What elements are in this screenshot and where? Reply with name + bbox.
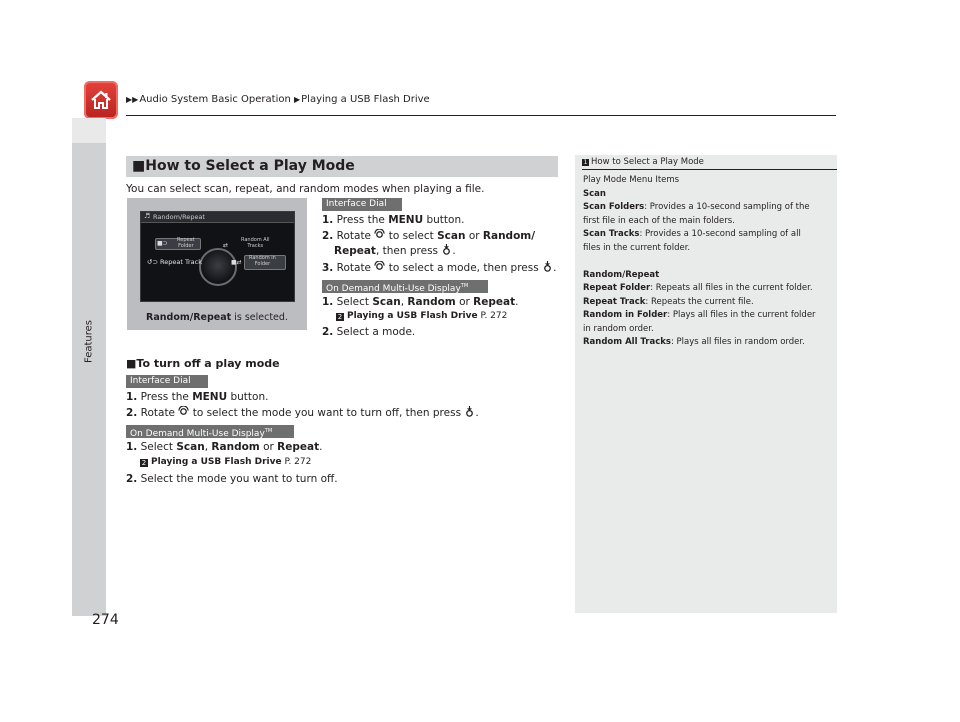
odmd-tag: On Demand Multi-Use Display™ (126, 425, 294, 438)
home-icon (90, 89, 112, 111)
turnoff-dial-step-2: 2. Rotate to select the mode you want to turn off, then press . (126, 407, 479, 419)
odmd-step-2: 2. Select a mode. (322, 326, 416, 338)
option-random-all[interactable]: Random All Tracks (241, 237, 270, 249)
option-repeat-track[interactable]: Repeat Track (160, 258, 202, 266)
dial-step-2-cont: Repeat, then press . (334, 245, 456, 257)
repeat-track-icon: ↺⊃ (147, 258, 158, 266)
screen-caption: Random/Repeat is selected. (146, 312, 288, 323)
breadcrumb-arrow-icon: ▶ (294, 95, 301, 104)
header-divider (126, 115, 836, 116)
breadcrumb (126, 94, 430, 105)
shuffle-folder-icon: ■⇄ (231, 259, 242, 266)
press-dial-icon (464, 406, 475, 417)
intro-text: You can select scan, repeat, and random modes when playing a file. (126, 183, 485, 195)
reference-link[interactable]: 2 Playing a USB Flash Drive P. 272 (141, 457, 312, 467)
interface-dial-tag: Interface Dial (126, 375, 208, 388)
dial-step-3: 3. Rotate to select a mode, then press . (322, 262, 557, 274)
repeat-folder-icon: ■⊃ (157, 240, 168, 247)
press-dial-icon (542, 261, 553, 272)
breadcrumb-arrow-icon: ▶▶ (126, 95, 139, 104)
reference-link[interactable]: 2 Playing a USB Flash Drive P. 272 (337, 311, 508, 321)
heading-marker-icon: ■ (126, 357, 137, 370)
breadcrumb-item[interactable]: Playing a USB Flash Drive (301, 94, 430, 105)
home-button[interactable] (84, 81, 118, 119)
notes-divider (582, 169, 837, 170)
heading-marker-icon: ■ (132, 158, 146, 174)
reference-arrow-icon: 2 (141, 459, 147, 467)
rotate-dial-icon (178, 406, 189, 417)
breadcrumb-item[interactable]: Audio System Basic Operation (139, 94, 291, 105)
odmd-step-1: 1. Select Scan, Random or Repeat. (322, 296, 519, 308)
reference-arrow-icon: 2 (337, 313, 343, 321)
section-heading (126, 156, 558, 177)
notes-body: Play Mode Menu Items Scan Scan Folders: Provides a 10-second sampling of the first file in each of the main folders. Scan Tracks: Provides a 10-second sampling of all files in the current folder. Random/Repeat Repeat Folder: Repeats all files in the current folder. Repeat Track: Repeats the current file. Random in Folder: Plays all files in the current folder in random order. Random All Tracks: Plays all files in random order. (583, 175, 816, 347)
turnoff-odmd-step-1: 1. Select Scan, Random or Repeat. (126, 441, 323, 453)
turnoff-dial-step-1: 1. Press the MENU button. (126, 391, 269, 403)
dial-graphic (199, 248, 237, 286)
notes-title: 1 How to Select a Play Mode (583, 157, 704, 167)
rotate-dial-icon (374, 261, 385, 272)
note-marker-icon: 1 (583, 159, 588, 166)
dial-step-1: 1. Press the MENU button. (322, 214, 465, 226)
section-title: How to Select a Play Mode (145, 158, 355, 174)
side-tab-top (72, 118, 106, 143)
turnoff-odmd-step-2: 2. Select the mode you want to turn off. (126, 473, 338, 485)
shuffle-icon: ⇄ (223, 242, 229, 249)
screen-title: Random/Repeat (153, 213, 205, 221)
page-number: 274 (92, 612, 119, 628)
side-tab-label[interactable]: Features (83, 320, 95, 363)
rotate-dial-icon (374, 229, 385, 240)
press-dial-icon (441, 244, 452, 255)
dial-step-2: 2. Rotate to select Scan or Random/ (322, 230, 536, 242)
music-note-icon: ♬ (144, 212, 151, 220)
subheading-turn-off: ■To turn off a play mode (126, 357, 280, 370)
option-random-folder[interactable]: Random in Folder (249, 255, 276, 267)
interface-dial-tag: Interface Dial (322, 198, 402, 211)
odmd-tag: On Demand Multi-Use Display™ (322, 280, 488, 293)
display-screen (140, 211, 295, 302)
option-repeat-folder[interactable]: Repeat Folder (177, 237, 195, 249)
